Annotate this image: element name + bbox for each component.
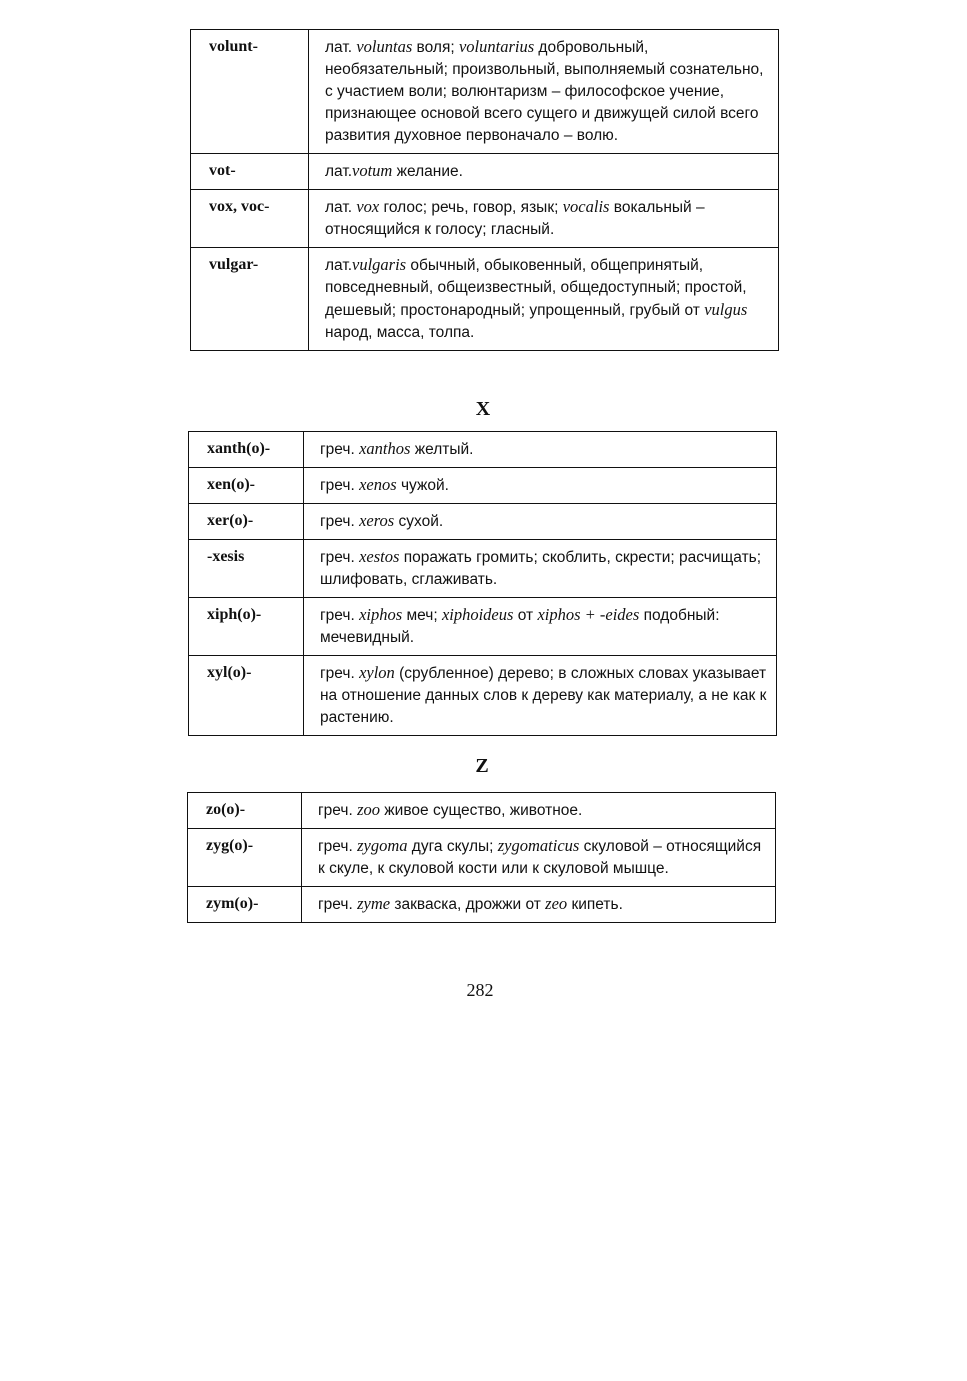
definition-cell xyxy=(309,248,779,351)
definition-text: кипеть. xyxy=(567,896,623,913)
table-row xyxy=(189,468,777,504)
definition-italic-word: xiphos + -eides xyxy=(537,605,640,624)
definition-italic-word: xenos xyxy=(359,475,397,494)
term-cell: xer(o)- xyxy=(189,504,304,540)
definition-text: обычный, обыковенный, общепринятый, повседневный, общеизвестный, общедоступный; простой, дешевый; простонародный; упрощенный, грубый от xyxy=(325,257,747,319)
definition-text: чужой. xyxy=(396,477,449,494)
definition-italic-word: xiphoideus xyxy=(441,605,514,624)
dictionary-table-z xyxy=(187,792,776,923)
table-row xyxy=(188,887,776,923)
dictionary-table-v xyxy=(190,29,779,351)
definition-text: греч. xyxy=(320,477,360,494)
term-cell: volunt- xyxy=(191,30,309,154)
definition-text: меч; xyxy=(402,607,442,624)
definition-italic-word: zygomaticus xyxy=(497,836,580,855)
definition-italic-word: voluntas xyxy=(356,37,413,56)
definition-italic-word: vocalis xyxy=(562,197,610,216)
table-row xyxy=(191,30,779,154)
section-letter-x: X xyxy=(475,398,491,420)
definition-text: подобный: мечевидный. xyxy=(320,607,720,646)
definition-cell xyxy=(302,829,776,887)
table-row xyxy=(189,432,777,468)
definition-text: (срубленное) дерево; в сложных словах указывает на отношение данных слов к дереву как материалу, а не как к растению. xyxy=(320,665,767,726)
table-row xyxy=(189,656,777,736)
table-row xyxy=(188,793,776,829)
dictionary-table-x xyxy=(188,431,777,736)
table-row xyxy=(191,248,779,351)
definition-italic-word: zeo xyxy=(545,894,568,913)
definition-text: греч. xyxy=(318,838,358,855)
definition-cell xyxy=(304,432,777,468)
definition-text: воля; xyxy=(412,39,459,56)
table-body xyxy=(188,793,776,923)
definition-cell xyxy=(304,468,777,504)
term-cell: xen(o)- xyxy=(189,468,304,504)
definition-text: живое существо, животное. xyxy=(380,802,583,819)
definition-italic-word: zygoma xyxy=(357,836,408,855)
definition-text: греч. xyxy=(320,665,360,682)
definition-text: народ, масса, толпа. xyxy=(325,324,475,341)
definition-text: греч. xyxy=(320,441,360,458)
definition-text: лат. xyxy=(325,199,357,216)
definition-cell xyxy=(302,887,776,923)
definition-text: греч. xyxy=(318,802,358,819)
definition-cell xyxy=(302,793,776,829)
term-cell: zym(o)- xyxy=(188,887,302,923)
definition-text: желание. xyxy=(392,163,463,180)
page-number: 282 xyxy=(466,980,494,1000)
definition-cell xyxy=(309,190,779,248)
table-row xyxy=(191,190,779,248)
definition-cell xyxy=(304,540,777,598)
term-cell: zyg(o)- xyxy=(188,829,302,887)
definition-text: добровольный, необязательный; произвольный, выполняемый сознательно, с участием воли; волюнтаризм – философское учение, признающее основой всего сущего и движущей силой всего развития духовное первоначало – волю. xyxy=(325,39,764,144)
table-row xyxy=(189,598,777,656)
table-body xyxy=(191,30,779,351)
term-cell: vox, voc- xyxy=(191,190,309,248)
definition-text: греч. xyxy=(320,607,360,624)
table-body xyxy=(189,432,777,736)
definition-italic-word: xylon xyxy=(359,663,395,682)
definition-italic-word: voluntarius xyxy=(458,37,535,56)
term-cell: -xesis xyxy=(189,540,304,598)
definition-italic-word: zoo xyxy=(357,800,380,819)
definition-text: сухой. xyxy=(394,513,444,530)
table-row xyxy=(189,504,777,540)
definition-text: дуга скулы; xyxy=(407,838,498,855)
definition-cell xyxy=(304,598,777,656)
definition-text: поражать громить; скоблить, скрести; расчищать; шлифовать, сглаживать. xyxy=(320,549,762,588)
definition-italic-word: zyme xyxy=(357,894,391,913)
definition-italic-word: vox xyxy=(356,197,380,216)
definition-italic-word: xanthos xyxy=(359,439,411,458)
table-row xyxy=(188,829,776,887)
definition-cell xyxy=(304,504,777,540)
definition-text: греч. xyxy=(318,896,358,913)
definition-cell xyxy=(304,656,777,736)
definition-cell xyxy=(309,154,779,190)
definition-italic-word: xeros xyxy=(359,511,395,530)
term-cell: vulgar- xyxy=(191,248,309,351)
definition-text: лат. xyxy=(325,39,357,56)
definition-text: лат. xyxy=(325,257,353,274)
term-cell: zo(o)- xyxy=(188,793,302,829)
definition-text: лат. xyxy=(325,163,353,180)
definition-text: греч. xyxy=(320,513,360,530)
definition-italic-word: xiphos xyxy=(359,605,403,624)
definition-italic-word: xestos xyxy=(359,547,400,566)
definition-text: от xyxy=(513,607,538,624)
definition-cell xyxy=(309,30,779,154)
definition-text: греч. xyxy=(320,549,360,566)
term-cell: xiph(o)- xyxy=(189,598,304,656)
term-cell: vot- xyxy=(191,154,309,190)
table-row xyxy=(191,154,779,190)
definition-text: голос; речь, говор, язык; xyxy=(379,199,563,216)
definition-italic-word: votum xyxy=(352,161,393,180)
definition-text: скуловой – относящийся к скуле, к скуловой кости или к скуловой мышце. xyxy=(318,838,762,877)
term-cell: xanth(o)- xyxy=(189,432,304,468)
definition-text: закваска, дрожжи от xyxy=(390,896,546,913)
section-letter-z: Z xyxy=(475,755,489,777)
term-cell: xyl(o)- xyxy=(189,656,304,736)
definition-italic-word: vulgus xyxy=(704,300,748,319)
table-row xyxy=(189,540,777,598)
definition-text: вокальный – относящийся к голосу; гласный. xyxy=(325,199,705,238)
definition-italic-word: vulgaris xyxy=(352,255,407,274)
definition-text: желтый. xyxy=(410,441,474,458)
